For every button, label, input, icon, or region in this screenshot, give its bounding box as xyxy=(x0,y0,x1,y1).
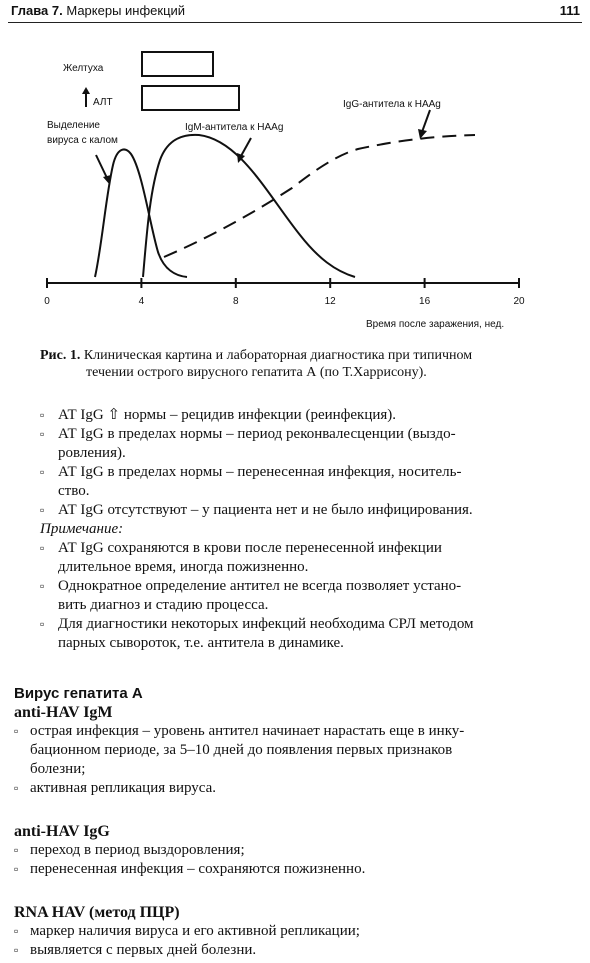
igm-curve xyxy=(143,135,355,277)
interpretation-list xyxy=(40,406,560,653)
igg-arrow-icon xyxy=(418,110,430,139)
igm-label: IgM-антитела к HAAg xyxy=(185,122,284,133)
rna-item xyxy=(14,922,574,941)
igm-arrow-icon xyxy=(237,138,251,163)
igg-item-text: переход в период выздоровления; xyxy=(30,842,245,858)
jaundice-bar xyxy=(142,52,213,76)
x-tick-label: 8 xyxy=(233,296,239,307)
igg-item xyxy=(14,860,574,879)
list-item-text: АТ IgG отсутствуют – у пациента нет и не было инфицирования. xyxy=(58,502,473,518)
jaundice-label: Желтуха xyxy=(63,63,104,74)
alt-label: АЛТ xyxy=(93,97,113,108)
note-item-text: длительное время, иногда пожизненно. xyxy=(58,559,309,575)
list-item-text: АТ IgG ⇧ нормы – рецидив инфекции (реинфекция). xyxy=(58,407,397,423)
igm-item-text: бационном периоде, за 5–10 дней до появления первых признаков xyxy=(30,742,453,758)
hepatitis-a-figure xyxy=(0,30,590,340)
hepatitis-a-section xyxy=(14,684,574,798)
bullet-icon: ▫ xyxy=(40,579,45,593)
note-item xyxy=(40,577,560,615)
section-title: Вирус гепатита А xyxy=(14,685,143,702)
figure-caption xyxy=(40,347,560,381)
chapter-heading xyxy=(11,3,185,18)
note-item-text: Для диагностики некоторых инфекций необходима СРЛ методом xyxy=(58,616,474,632)
x-tick-label: 4 xyxy=(138,296,145,307)
chapter-number: Глава 7. xyxy=(11,3,63,18)
bullet-icon: ▫ xyxy=(14,781,19,795)
caption-line-2: течении острого вирусного гепатита А (по Т.Харрисону). xyxy=(86,365,427,380)
rna-subtitle: RNA HAV (метод ПЦР) xyxy=(14,904,180,921)
virus-arrow-icon xyxy=(96,155,111,185)
igg-item-text: перенесенная инфекция – сохраняются пожизненно. xyxy=(30,861,366,877)
igm-item xyxy=(14,722,574,779)
list-item-text: ство. xyxy=(58,483,90,499)
caption-text-1: Клиническая картина и лабораторная диагностика при типичном xyxy=(83,348,473,363)
igg-section xyxy=(14,822,574,879)
igg-subtitle: anti-HAV IgG xyxy=(14,823,110,840)
igm-item xyxy=(14,779,574,798)
igm-subtitle: anti-HAV IgM xyxy=(14,704,113,721)
list-item xyxy=(40,463,560,501)
note-item-text: вить диагноз и стадию процесса. xyxy=(58,597,269,613)
note-item xyxy=(40,539,560,577)
virus-label-line1: Выделение xyxy=(47,120,100,131)
igm-item-text: активная репликация вируса. xyxy=(30,780,217,796)
bullet-icon: ▫ xyxy=(40,465,45,479)
bullet-icon: ▫ xyxy=(40,541,45,555)
list-item-text: АТ IgG в пределах нормы – перенесенная инфекция, носитель- xyxy=(58,464,462,480)
igg-item xyxy=(14,841,574,860)
virus-shedding-curve xyxy=(95,149,187,277)
igg-label: IgG-антитела к HAAg xyxy=(343,99,441,110)
igg-curve xyxy=(164,135,475,257)
note-item-text: Однократное определение антител не всегда позволяет устано- xyxy=(58,578,462,594)
x-axis-label: Время после заражения, нед. xyxy=(366,319,505,330)
x-tick-label: 0 xyxy=(44,296,50,307)
x-tick-label: 16 xyxy=(419,296,431,307)
bullet-icon: ▫ xyxy=(14,924,19,938)
chapter-title: Маркеры инфекций xyxy=(66,3,186,18)
alt-bar xyxy=(142,86,239,110)
bullet-icon: ▫ xyxy=(40,503,45,517)
bullet-icon: ▫ xyxy=(40,617,45,631)
virus-label-line2: вируса с калом xyxy=(47,135,118,146)
rna-item xyxy=(14,941,574,960)
rna-section xyxy=(14,903,574,960)
x-tick-label: 20 xyxy=(513,296,525,307)
x-tick-label: 12 xyxy=(324,296,336,307)
bullet-icon: ▫ xyxy=(14,862,19,876)
list-item xyxy=(40,501,560,520)
caption-label: Рис. 1. xyxy=(40,348,81,363)
rna-item-text: маркер наличия вируса и его активной репликации; xyxy=(30,923,360,939)
bullet-icon: ▫ xyxy=(14,843,19,857)
list-item-text: ровления). xyxy=(58,445,126,461)
note-item xyxy=(40,615,560,653)
bullet-icon: ▫ xyxy=(14,724,19,738)
list-item xyxy=(40,425,560,463)
rna-item-text: выявляется с первых дней болезни. xyxy=(30,942,257,958)
igm-item-text: болезни; xyxy=(30,761,86,777)
bullet-icon: ▫ xyxy=(14,943,19,957)
up-arrow-icon xyxy=(82,87,90,107)
page-header xyxy=(8,0,582,23)
list-item xyxy=(40,406,560,425)
igm-item-text: острая инфекция – уровень антител начинает нарастать еще в инку- xyxy=(30,723,465,739)
bullet-icon: ▫ xyxy=(40,408,45,422)
list-item-text: АТ IgG в пределах нормы – период реконвалесценции (выздо- xyxy=(58,426,456,442)
page-number: 111 xyxy=(559,3,580,18)
note-item-text: АТ IgG сохраняются в крови после перенесенной инфекции xyxy=(58,540,442,556)
note-label: Примечание: xyxy=(40,521,124,537)
bullet-icon: ▫ xyxy=(40,427,45,441)
note-item-text: парных сывороток, т.е. антитела в динамике. xyxy=(58,635,344,651)
caption-line-1 xyxy=(40,348,472,363)
